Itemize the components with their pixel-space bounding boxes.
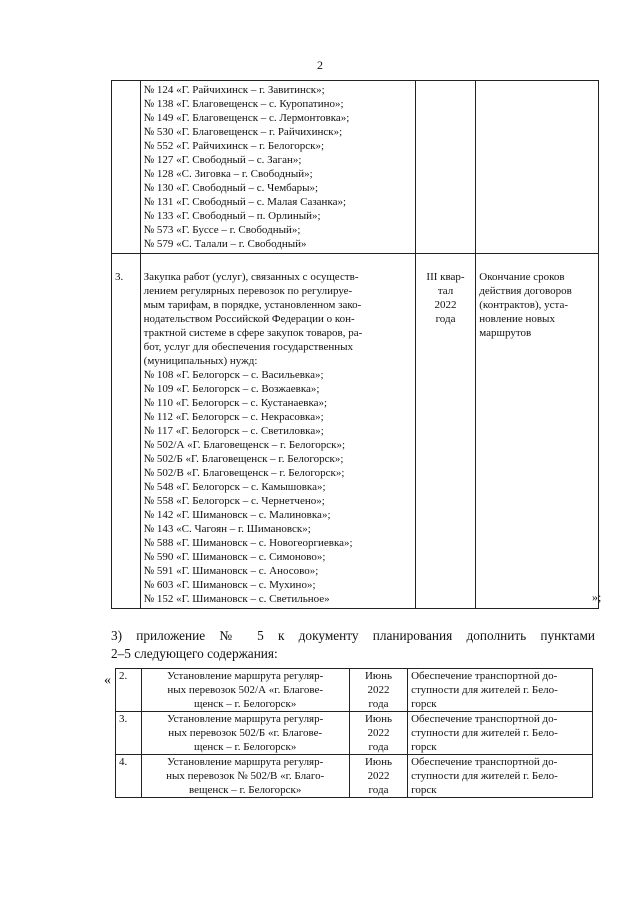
text-line: № 133 «Г. Свободный – п. Орлиный»; — [143, 210, 321, 222]
result-cell — [408, 712, 593, 755]
text-line: ступности для жителей г. Бело- — [411, 727, 558, 739]
description-cell — [141, 712, 349, 755]
row-number-cell — [112, 254, 141, 609]
row-number-cell — [116, 669, 142, 712]
text-line: Закупка работ (услуг), связанных с осуществ- — [143, 271, 359, 283]
description-text — [145, 712, 346, 754]
table-row — [116, 755, 593, 798]
text-line: № 112 «Г. Белогорск – с. Некрасовка»; — [143, 411, 324, 423]
route-list — [144, 81, 412, 253]
description-text — [145, 755, 346, 797]
text-line: III квар- — [426, 271, 465, 283]
text-line: № 502/В «Г. Благовещенск – г. Белогорск»; — [143, 467, 345, 479]
text-line: № 149 «Г. Благовещенск – с. Лермонтовка»; — [143, 112, 350, 124]
procurement-description — [144, 270, 412, 368]
text-line: № 591 «Г. Шимановск – с. Аносово»; — [143, 565, 319, 577]
text-line: Обеспечение транспортной до- — [411, 670, 558, 682]
text-line: № 142 «Г. Шимановск – с. Малиновка»; — [143, 509, 331, 521]
term-cell — [349, 669, 407, 712]
result-cell — [408, 669, 593, 712]
table-row-continuation — [112, 81, 599, 254]
result-cell — [476, 81, 599, 254]
route-list-cell — [140, 81, 415, 254]
text-line: № 530 «Г. Благовещенск – г. Райчихинск»; — [143, 126, 343, 138]
term-cell — [415, 254, 475, 609]
text-line: № 548 «Г. Белогорск – с. Камышовка»; — [143, 481, 326, 493]
text-line: № 130 «Г. Свободный – с. Чембары»; — [143, 182, 319, 194]
text-line: № 502/Б «Г. Благовещенск – г. Белогорск»; — [143, 453, 344, 465]
result-text — [411, 755, 589, 797]
text-line: года — [368, 784, 389, 796]
text-line: № 590 «Г. Шимановск – с. Симоново»; — [143, 551, 326, 563]
term-text — [353, 712, 404, 754]
text-line: ных перевозок № 502/В «г. Благо- — [166, 770, 325, 782]
text-line: Июнь — [364, 713, 393, 725]
text-line: 2022 — [434, 299, 457, 311]
description-text — [145, 669, 346, 711]
text-line: щенск – г. Белогорск» — [194, 698, 297, 710]
text-line: горск — [411, 784, 437, 796]
text-line: Установление маршрута регуляр- — [167, 756, 324, 768]
row-number-cell — [116, 755, 142, 798]
table-row — [116, 712, 593, 755]
text-line: трактной системе в сфере закупок товаров, ра- — [143, 327, 363, 339]
result-cell — [408, 755, 593, 798]
plan-table-continued — [111, 80, 602, 609]
row-number-text: 4. — [119, 756, 128, 768]
text-line: Установление маршрута регуляр- — [167, 713, 324, 725]
text-line: 2022 — [367, 727, 390, 739]
text-line: № 127 «Г. Свободный – с. Заган»; — [143, 154, 302, 166]
text-line: (муниципальных) нужд: — [143, 355, 258, 367]
text-line: тал — [437, 285, 454, 297]
text-line: № 552 «Г. Райчихинск – г. Белогорск»; — [143, 140, 325, 152]
paragraph-line-2: 2–5 следующего содержания: — [111, 646, 278, 661]
text-line: № 138 «Г. Благовещенск – с. Куропатино»; — [143, 98, 344, 110]
text-line: бот, услуг для обеспечения государственных — [143, 341, 354, 353]
text-line: лением регулярных перевозок по регулируе- — [143, 285, 353, 297]
text-line: № 117 «Г. Белогорск – с. Светиловка»; — [143, 425, 324, 437]
text-line: ных перевозок 502/А «г. Благове- — [167, 684, 324, 696]
amendment-paragraph — [111, 627, 595, 663]
text-line: Обеспечение транспортной до- — [411, 756, 558, 768]
text-line: нодательством Российской Федерации о кон- — [143, 313, 355, 325]
text-line: (контрактов), уста- — [479, 299, 569, 311]
text-line: № 579 «С. Талали – г. Свободный» — [143, 238, 307, 250]
text-line: года — [435, 313, 456, 325]
paragraph-line-1: 3) приложение № 5 к документу планирования дополнить пунктами — [111, 628, 595, 643]
text-line: горск — [411, 698, 437, 710]
row-number-cell — [116, 712, 142, 755]
table-row — [116, 669, 593, 712]
term-text — [419, 270, 472, 326]
description-cell — [141, 755, 349, 798]
text-line: вещенск – г. Белогорск» — [189, 784, 302, 796]
text-line: щенск – г. Белогорск» — [194, 741, 297, 753]
text-line: Установление маршрута регуляр- — [167, 670, 324, 682]
row-number-text: 2. — [119, 670, 128, 682]
text-line: № 131 «Г. Свободный – с. Малая Сазанка»; — [143, 196, 347, 208]
text-line: Июнь — [364, 756, 393, 768]
text-line: маршрутов — [479, 327, 532, 339]
text-line: № 558 «Г. Белогорск – с. Чернетчено»; — [143, 495, 325, 507]
text-line: новление новых — [479, 313, 555, 325]
text-line: ных перевозок 502/Б «г. Благове- — [168, 727, 323, 739]
text-line: № 152 «Г. Шимановск – с. Светильное» — [143, 593, 330, 605]
text-line: Окончание сроков — [479, 271, 565, 283]
text-line: № 502/А «Г. Благовещенск – г. Белогорск»; — [143, 439, 346, 451]
term-text — [353, 755, 404, 797]
text-line: 2022 — [367, 770, 390, 782]
text-line: Обеспечение транспортной до- — [411, 713, 558, 725]
table-row-3 — [112, 254, 599, 609]
result-text — [479, 270, 595, 340]
result-text — [411, 669, 589, 711]
text-line: ступности для жителей г. Бело- — [411, 684, 558, 696]
text-line: года — [368, 741, 389, 753]
opening-quote: « — [104, 673, 111, 688]
appendix-table — [115, 668, 593, 798]
text-line: года — [368, 698, 389, 710]
closing-quote: »; — [592, 590, 602, 604]
text-line: № 603 «Г. Шимановск – с. Мухино»; — [143, 579, 316, 591]
description-cell — [140, 254, 415, 609]
route-list — [144, 368, 412, 606]
text-line: № 588 «Г. Шимановск – с. Новогеоргиевка»; — [143, 537, 353, 549]
text-line: № 108 «Г. Белогорск – с. Васильевка»; — [143, 369, 324, 381]
row-number-text: 3. — [119, 713, 128, 725]
text-line: горск — [411, 741, 437, 753]
text-line: № 110 «Г. Белогорск – с. Кустанаевка»; — [143, 397, 328, 409]
text-line: 2022 — [367, 684, 390, 696]
description-cell — [141, 669, 349, 712]
text-line: № 573 «Г. Буссе – г. Свободный»; — [143, 224, 301, 236]
term-cell — [349, 755, 407, 798]
row-number-cell — [112, 81, 141, 254]
text-line: ступности для жителей г. Бело- — [411, 770, 558, 782]
result-text — [411, 712, 589, 754]
term-text — [353, 669, 404, 711]
text-line: № 128 «С. Зиговка – г. Свободный»; — [143, 168, 313, 180]
row-number: 3. — [115, 271, 124, 283]
term-cell — [349, 712, 407, 755]
result-cell — [476, 254, 602, 609]
text-line: действия договоров — [479, 285, 572, 297]
text-line: № 124 «Г. Райчихинск – г. Завитинск»; — [143, 84, 325, 96]
text-line: мым тарифам, в порядке, установленном зако- — [143, 299, 362, 311]
text-line: Июнь — [364, 670, 393, 682]
text-line: № 109 «Г. Белогорск – с. Возжаевка»; — [143, 383, 320, 395]
text-line: № 143 «С. Чагоян – г. Шимановск»; — [143, 523, 311, 535]
term-cell — [415, 81, 475, 254]
page-number: 2 — [317, 58, 323, 72]
